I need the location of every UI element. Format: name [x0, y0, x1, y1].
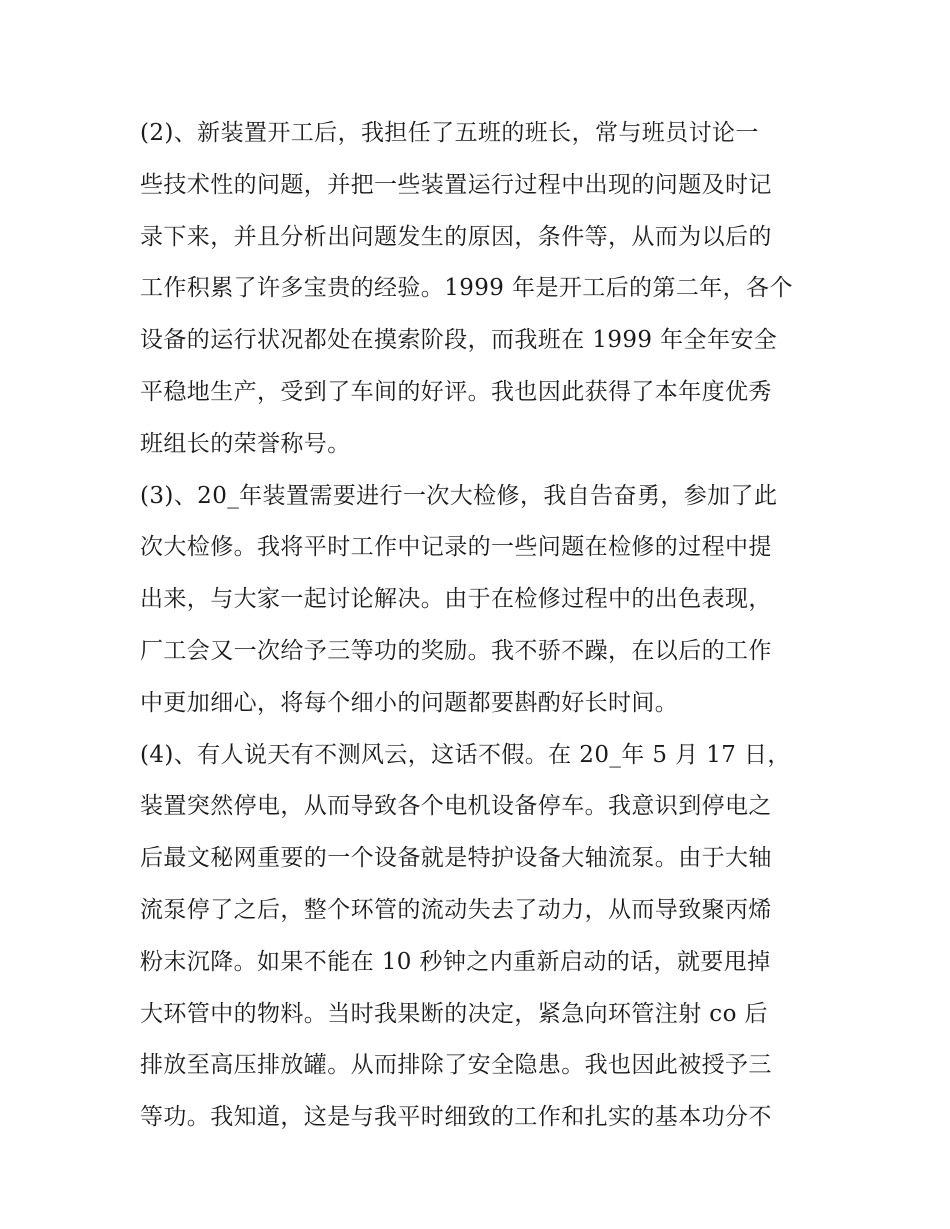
text-line: (3)、20_年装置需要进行一次大检修，我自告奋勇，参加了此	[140, 482, 778, 509]
text-line: 流泵停了之后，整个环管的流动失去了动力，从而导致聚丙烯	[140, 896, 772, 923]
text-line: 厂工会又一次给予三等功的奖励。我不骄不躁，在以后的工作	[140, 637, 772, 664]
text-line: 中更加细心，将每个细小的问题都要斟酌好长时间。	[140, 689, 679, 716]
text-line: 工作积累了许多宝贵的经验。1999 年是开工后的第二年，各个	[140, 275, 793, 302]
text-line: 后最文秘网重要的一个设备就是特护设备大轴流泵。由于大轴	[140, 845, 772, 872]
text-line: 大环管中的物料。当时我果断的决定，紧急向环管注射 co 后	[140, 1000, 768, 1027]
text-line: 些技术性的问题，并把一些装置运行过程中出现的问题及时记	[140, 171, 772, 198]
text-line: 等功。我知道，这是与我平时细致的工作和扎实的基本功分不	[140, 1104, 772, 1131]
text-line: 出来，与大家一起讨论解决。由于在检修过程中的出色表现，	[140, 586, 772, 613]
text-line: 排放至高压排放罐。从而排除了安全隐患。我也因此被授予三	[140, 1052, 772, 1079]
text-line: (2)、新装置开工后，我担任了五班的班长，常与班员讨论一	[140, 120, 759, 146]
text-line: 平稳地生产，受到了车间的好评。我也因此获得了本年度优秀	[140, 378, 772, 405]
text-line: 次大检修。我将平时工作中记录的一些问题在检修的过程中提	[140, 534, 772, 561]
text-line: 录下来，并且分析出问题发生的原因，条件等，从而为以后的	[140, 223, 772, 250]
document-body	[140, 108, 820, 1144]
text-line: (4)、有人说天有不测风云，这话不假。在 20_年 5 月 17 日，	[140, 741, 791, 768]
text-line: 粉末沉降。如果不能在 10 秒钟之内重新启动的话，就要甩掉	[140, 948, 771, 975]
text-line: 班组长的荣誉称号。	[140, 430, 351, 457]
text-line: 设备的运行状况都处在摸索阶段，而我班在 1999 年全年安全	[140, 327, 778, 354]
text-line: 装置突然停电，从而导致各个电机设备停车。我意识到停电之	[140, 793, 772, 820]
